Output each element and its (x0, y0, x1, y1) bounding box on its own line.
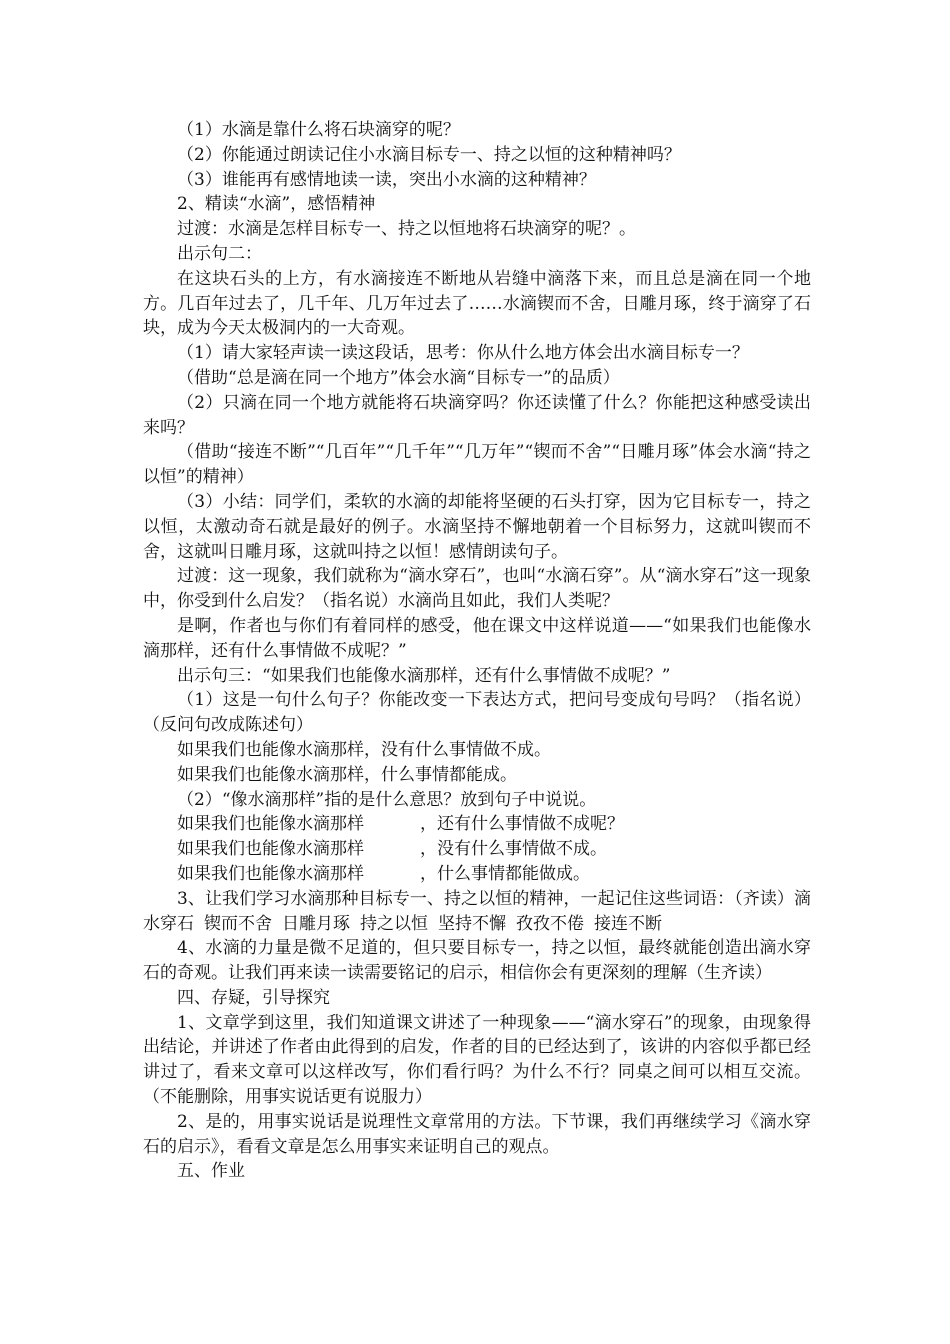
paragraph: 出示句三：“如果我们也能像水滴那样，还有什么事情做不成呢？” (177, 665, 671, 686)
document-page (143, 118, 811, 1184)
fill-blank-sentence (143, 837, 811, 862)
vocab-word: 持之以恒 (360, 913, 428, 934)
paragraph: 是啊，作者也与你们有着同样的感受，他在课文中这样说道——“如果我们也能像水滴那样，还有什么事情做不成呢？” (143, 615, 811, 661)
quoted-passage: 在这块石头的上方，有水滴接连不断地从岩缝中滴落下来，而且总是滴在同一个地方。几百年过去了，几千年、几万年过去了……水滴锲而不舍，日雕月琢，终于滴穿了石块，成为今天太极洞内的一大奇观。 (143, 268, 811, 339)
paragraph: （借助“总是滴在同一个地方”体会水滴“目标专一”的品质） (177, 367, 620, 388)
paragraph: （1）请大家轻声读一读这段话，思考：你从什么地方体会出水滴目标专一？ (177, 343, 749, 364)
paragraph: （1）水滴是靠什么将石块滴穿的呢？ (177, 120, 460, 140)
section-heading: 四、存疑，引导探究 (177, 987, 330, 1008)
paragraph: （3）谁能再有感情地读一读，突出小水滴的这种精神？ (177, 169, 596, 190)
paragraph: 4、水滴的力量是微不足道的，但只要目标专一，持之以恒，最终就能创造出滴水穿石的奇观。让我们再来读一读需要铭记的启示，相信你会有更深刻的理解（生齐读） (143, 938, 811, 984)
vocab-word: 孜孜不倦 (516, 913, 584, 934)
fill-blank-start: 如果我们也能像水滴那样 (177, 814, 364, 835)
paragraph: 1、文章学到这里，我们知道课文讲述了一种现象——“滴水穿石”的现象，由现象得出结论，并讲述了作者由此得到的启发，作者的目的已经达到了，该讲的内容似乎都已经讲过了，看来文章可以这样改写，你们看行吗？为什么不行？同桌之间可以相互交流。（不能删除，用事实说话更有说服力） (143, 1012, 811, 1108)
paragraph: 2、是的，用事实说话是说理性文章常用的方法。下节课，我们再继续学习《滴水穿石的启示》，看看文章是怎么用事实来证明自己的观点。 (143, 1111, 811, 1157)
paragraph: （1）这是一句什么句子？你能改变一下表达方式，把问号变成句号吗？（指名说）（反问句改成陈述句） (143, 690, 811, 736)
example-sentence: 如果我们也能像水滴那样，什么事情都能成。 (177, 764, 517, 785)
vocab-word: 锲而不舍 (204, 913, 272, 934)
paragraph: （2）你能通过朗读记住小水滴目标专一、持之以恒的这种精神吗？ (177, 144, 681, 165)
fill-blank-end: ，还有什么事情做不成呢？ (420, 814, 624, 835)
paragraph: （借助“接连不断”“几百年”“几千年”“几万年”“锲而不舍”“日雕月琢”体会水滴“持之以恒”的精神） (143, 442, 811, 488)
paragraph: （2）只滴在同一个地方就能将石块滴穿吗？你还读懂了什么？你能把这种感受读出来吗？ (143, 392, 811, 438)
paragraph: 过渡：这一现象，我们就称为“滴水穿石”，也叫“水滴石穿”。从“滴水穿石”这一现象中，你受到什么启发？（指名说）水滴尚且如此，我们人类呢？ (143, 566, 811, 612)
fill-blank-start: 如果我们也能像水滴那样 (177, 863, 364, 884)
vocabulary-intro: 3、让我们学习水滴那种目标专一、持之以恒的精神，一起记住这些词语：（齐读） (177, 888, 794, 909)
example-sentence: 如果我们也能像水滴那样，没有什么事情做不成。 (177, 739, 551, 760)
fill-blank-sentence (143, 862, 811, 887)
fill-blank-sentence (143, 812, 811, 837)
vocab-word: 日雕月琢 (282, 913, 350, 934)
paragraph: （2）“像水滴那样”指的是什么意思？放到句子中说说。 (177, 789, 597, 810)
paragraph: 出示句二： (177, 243, 262, 264)
section-heading: 2、精读“水滴”，感悟精神 (177, 194, 376, 215)
paragraph: （3）小结：同学们，柔软的水滴的却能将坚硬的石头打穿，因为它目标专一，持之以恒，太激动奇石就是最好的例子。水滴坚持不懈地朝着一个目标努力，这就叫锲而不舍，这就叫日雕月琢，这就叫持之以恒！感情朗读句子。 (143, 491, 811, 562)
fill-blank-end: ，没有什么事情做不成。 (420, 839, 607, 860)
vocab-word: 坚持不懈 (438, 913, 506, 934)
vocabulary-paragraph (143, 887, 811, 937)
paragraph: 过渡：水滴是怎样目标专一、持之以恒地将石块滴穿的呢？。 (177, 219, 636, 240)
vocab-word: 滴水穿石 (143, 888, 811, 934)
vocab-word: 接连不断 (594, 913, 662, 934)
section-heading: 五、作业 (177, 1161, 245, 1182)
fill-blank-end: ，什么事情都能做成。 (420, 863, 590, 884)
fill-blank-start: 如果我们也能像水滴那样 (177, 839, 364, 860)
